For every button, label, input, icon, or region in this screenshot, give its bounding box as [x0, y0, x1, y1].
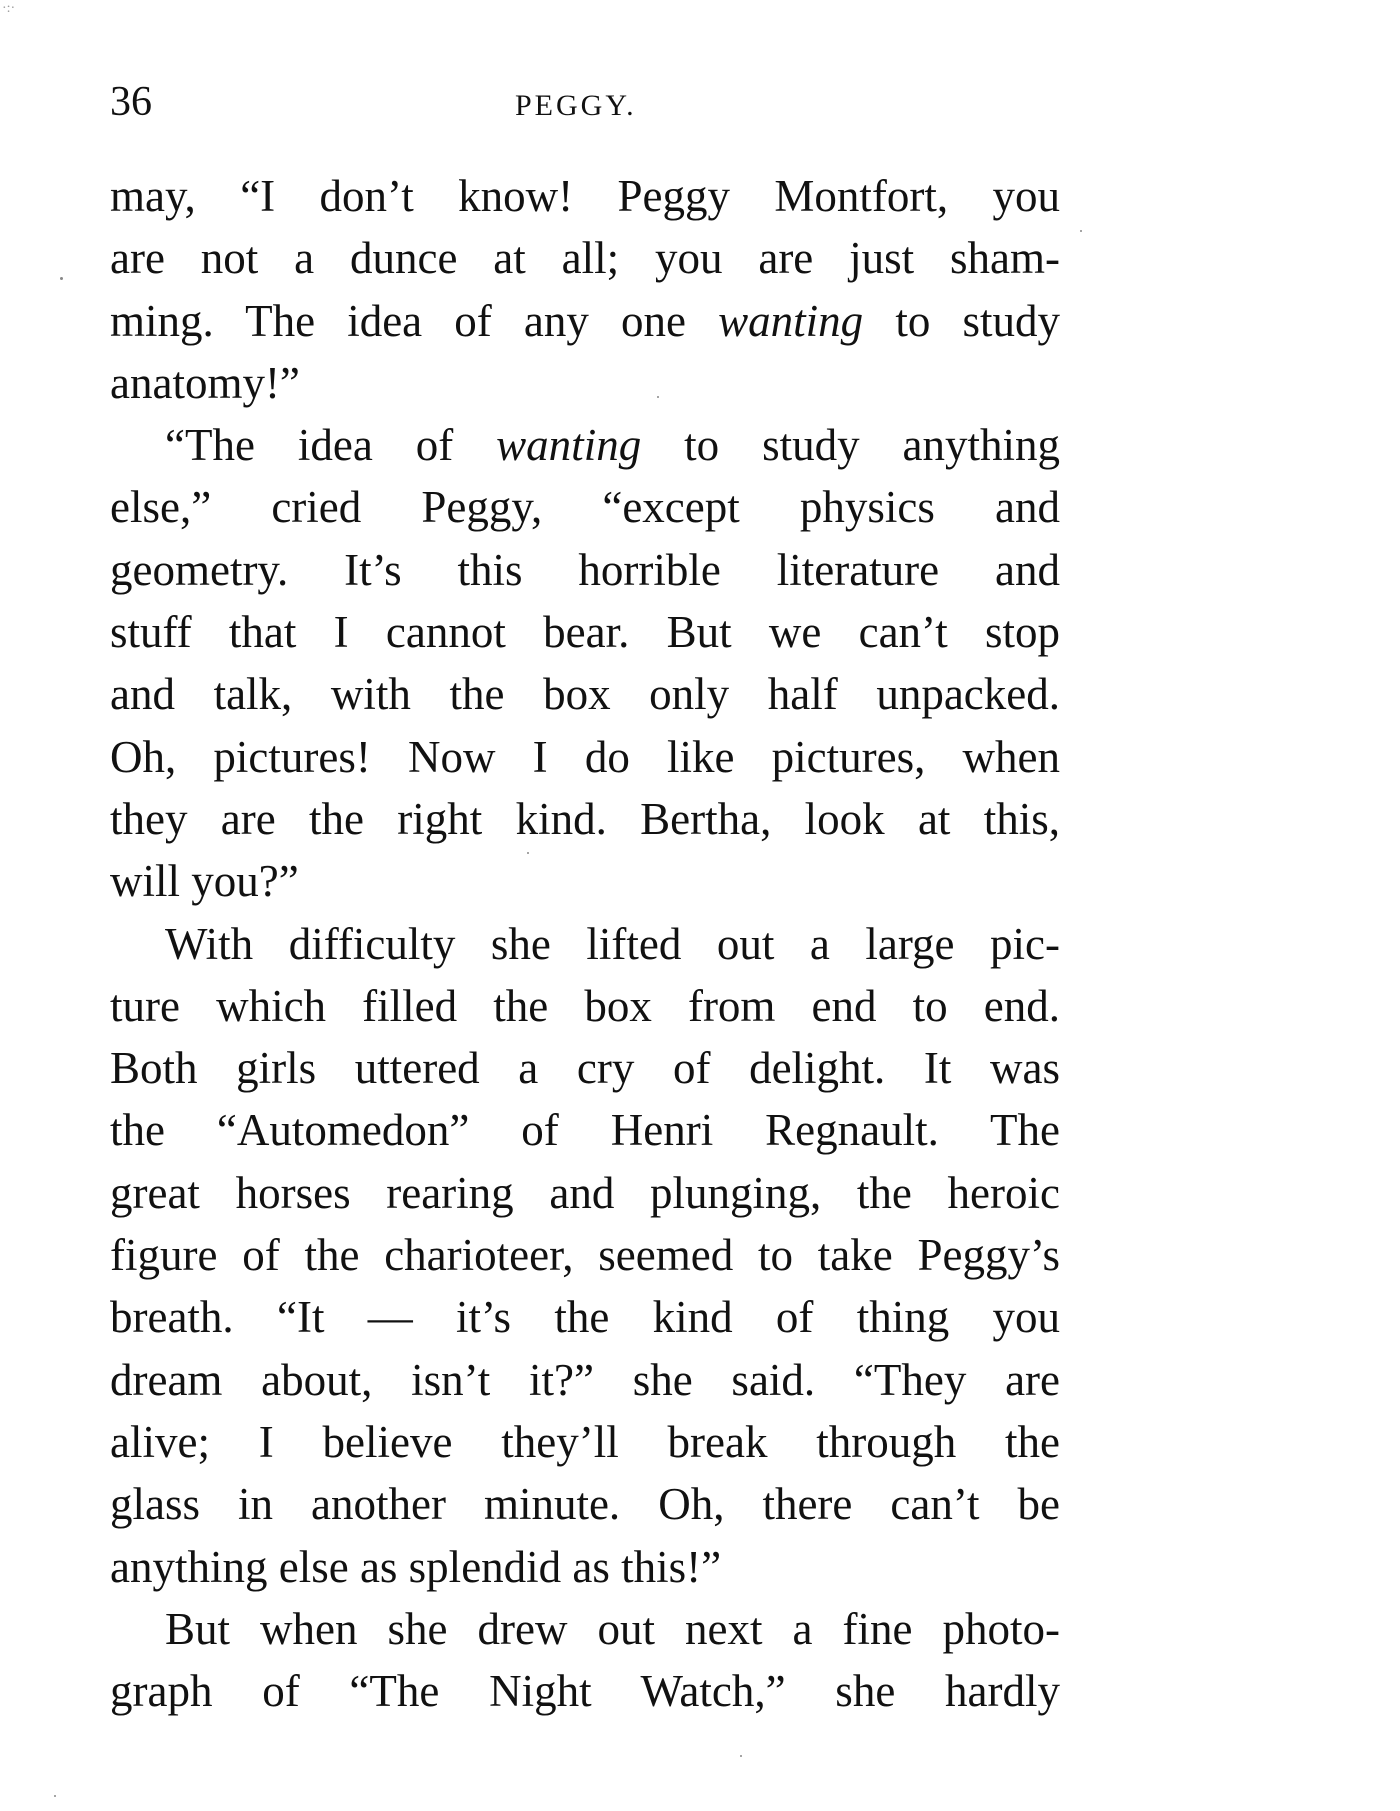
italic-emphasis: wanting — [718, 295, 864, 346]
italic-emphasis: wanting — [496, 420, 642, 471]
text-line: Both girls uttered a cry of delight. It was — [110, 1043, 1060, 1094]
text-line: “The idea of wanting to study anything — [165, 420, 1060, 471]
text-line: great horses rearing and plunging, the heroic — [110, 1167, 1060, 1218]
text-line: graph of “The Night Watch,” she hardly — [110, 1666, 1060, 1717]
text-line: glass in another minute. Oh, there can’t be — [110, 1479, 1060, 1530]
text-line: alive; I believe they’ll break through the — [110, 1416, 1060, 1467]
text-line: will you?” — [110, 856, 299, 907]
text-line: ture which filled the box from end to end. — [110, 980, 1060, 1031]
scan-speck — [54, 1795, 56, 1797]
text-line: and talk, with the box only half unpacked. — [110, 669, 1060, 720]
scan-speck — [740, 1755, 742, 1757]
text-line: Oh, pictures! Now I do like pictures, when — [110, 731, 1060, 782]
text-line: may, “I don’t know! Peggy Montfort, you — [110, 171, 1060, 221]
scan-speck — [60, 277, 63, 280]
text-line: anything else as splendid as this!” — [110, 1541, 722, 1592]
page-header — [110, 72, 1060, 132]
text-line: geometry. It’s this horrible literature and — [110, 544, 1060, 595]
text-line: stuff that I cannot bear. But we can’t stop — [110, 607, 1060, 658]
text-line: are not a dunce at all; you are just sham- — [110, 233, 1060, 284]
text-line: With difficulty she lifted out a large pic- — [165, 918, 1060, 969]
running-title: PEGGY. — [515, 89, 637, 122]
text-line: figure of the charioteer, seemed to take Peggy’s — [110, 1230, 1060, 1281]
text-line: dream about, isn’t it?” she said. “They are — [110, 1354, 1060, 1405]
text-line: anatomy!” — [110, 357, 300, 408]
page-number: 36 — [110, 79, 152, 125]
text-line: the “Automedon” of Henri Regnault. The — [110, 1105, 1060, 1156]
scan-speck — [657, 396, 659, 398]
text-line: breath. “It — it’s the kind of thing you — [110, 1292, 1060, 1343]
text-line: they are the right kind. Bertha, look at this, — [110, 793, 1060, 844]
text-line: else,” cried Peggy, “except physics and — [110, 482, 1060, 533]
text-line: ming. The idea of any one wanting to study — [110, 295, 1060, 346]
scan-speck — [1080, 230, 1082, 232]
scan-speck — [527, 852, 529, 854]
text-line: But when she drew out next a fine photo- — [165, 1603, 1060, 1654]
body-text — [110, 165, 1060, 1722]
scan-artifact: ·:· — [2, 1, 16, 16]
